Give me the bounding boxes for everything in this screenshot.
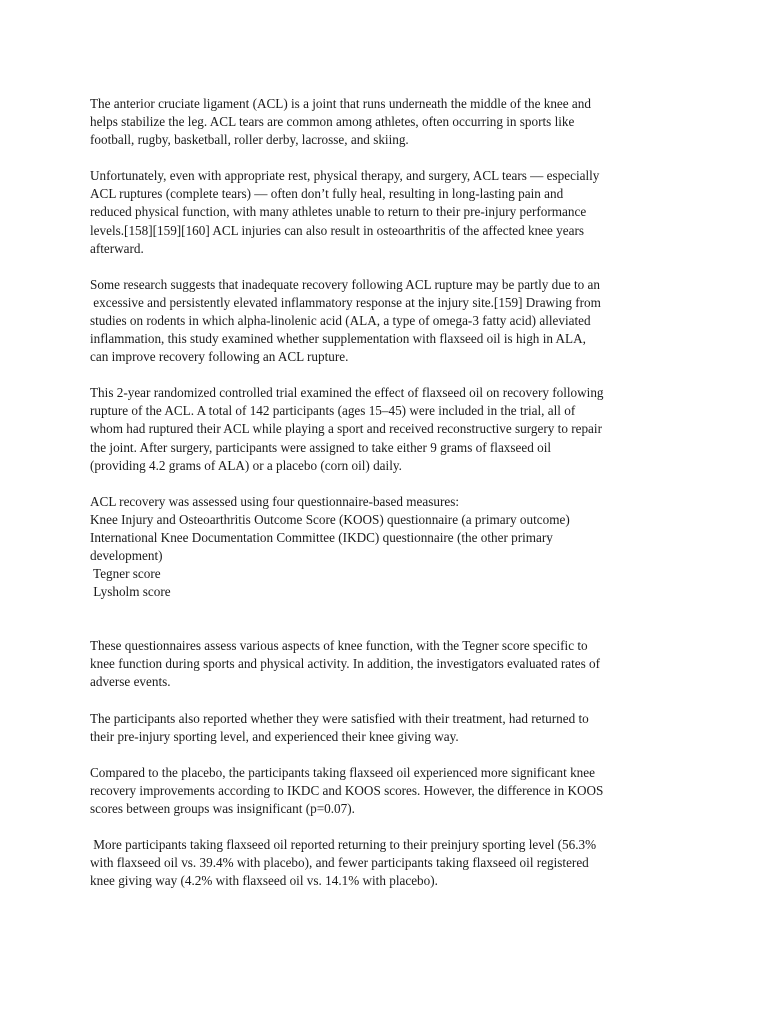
text-line: excessive and persistently elevated inflammatory response at the injury site.[159] Drawing from [90,294,601,310]
text-line: whom had ruptured their ACL while playing a sport and received reconstructive surgery to repair [90,421,602,437]
text-line: recovery improvements according to IKDC and KOOS scores. However, the difference in KOOS [90,782,604,798]
text-line: International Knee Documentation Committee (IKDC) questionnaire (the other primary [90,529,553,545]
text-line: Tegner score [90,566,161,582]
paragraph-results [90,764,690,818]
text-line: levels.[158][159][160] ACL injuries can also result in osteoarthritis of the affected knee years [90,222,585,238]
paragraph-measures [90,493,690,602]
text-line: These questionnaires assess various aspects of knee function, with the Tegner score specific to [90,638,588,654]
text-line: can improve recovery following an ACL rupture. [90,349,349,365]
paragraph-questionnaires [90,637,690,691]
text-line: This 2-year randomized controlled trial examined the effect of flaxseed oil on recovery following [90,385,604,401]
text-line: rupture of the ACL. A total of 142 participants (ages 15–45) were included in the trial, all of [90,403,576,419]
text-line: reduced physical function, with many athletes unable to return to their pre-injury performance [90,204,587,220]
text-line: afterward. [90,240,144,256]
paragraph-acl-intro [90,95,690,149]
text-line: helps stabilize the leg. ACL tears are common among athletes, often occurring in sports like [90,114,575,130]
paragraph-acl-recovery [90,167,690,257]
text-line: with flaxseed oil vs. 39.4% with placebo), and fewer participants taking flaxseed oil registered [90,855,589,871]
paragraph-outcomes [90,836,690,890]
text-line: More participants taking flaxseed oil reported returning to their preinjury sporting level (56.3% [90,837,597,852]
text-line: ACL ruptures (complete tears) — often don’t fully heal, resulting in long-lasting pain and [90,186,564,202]
text-line: knee giving way (4.2% with flaxseed oil vs. 14.1% with placebo). [90,873,438,889]
text-line: Lysholm score [90,584,171,600]
text-line: development) [90,547,163,563]
text-line: Compared to the placebo, the participants taking flaxseed oil experienced more significant knee [90,764,595,780]
text-line: the joint. After surgery, participants were assigned to take either 9 grams of flaxseed oil [90,439,552,455]
text-line: ACL recovery was assessed using four questionnaire-based measures: [90,493,460,509]
text-line: Unfortunately, even with appropriate rest, physical therapy, and surgery, ACL tears — especially [90,168,600,184]
text-line: scores between groups was insignificant (p=0.07). [90,800,355,816]
text-line: knee function during sports and physical activity. In addition, the investigators evaluated rates of [90,656,601,672]
text-line: their pre-injury sporting level, and experienced their knee giving way. [90,728,459,744]
text-line: Some research suggests that inadequate recovery following ACL rupture may be partly due to an [90,276,601,292]
text-line: The participants also reported whether they were satisfied with their treatment, had returned to [90,710,589,726]
paragraph-inflammation [90,276,690,366]
paragraph-satisfaction [90,710,690,746]
text-line: football, rugby, basketball, roller derby, lacrosse, and skiing. [90,132,409,148]
text-line: The anterior cruciate ligament (ACL) is a joint that runs underneath the middle of the knee and [90,96,591,111]
document-page [90,95,690,890]
paragraph-trial-design [90,384,690,474]
text-line: (providing 4.2 grams of ALA) or a placebo (corn oil) daily. [90,457,402,473]
text-line: Knee Injury and Osteoarthritis Outcome Score (KOOS) questionnaire (a primary outcome) [90,511,570,527]
text-line: adverse events. [90,674,171,690]
text-line: inflammation, this study examined whether supplementation with flaxseed oil is high in ALA, [90,331,586,347]
text-line: studies on rodents in which alpha-linolenic acid (ALA, a type of omega-3 fatty acid) alleviated [90,312,591,328]
